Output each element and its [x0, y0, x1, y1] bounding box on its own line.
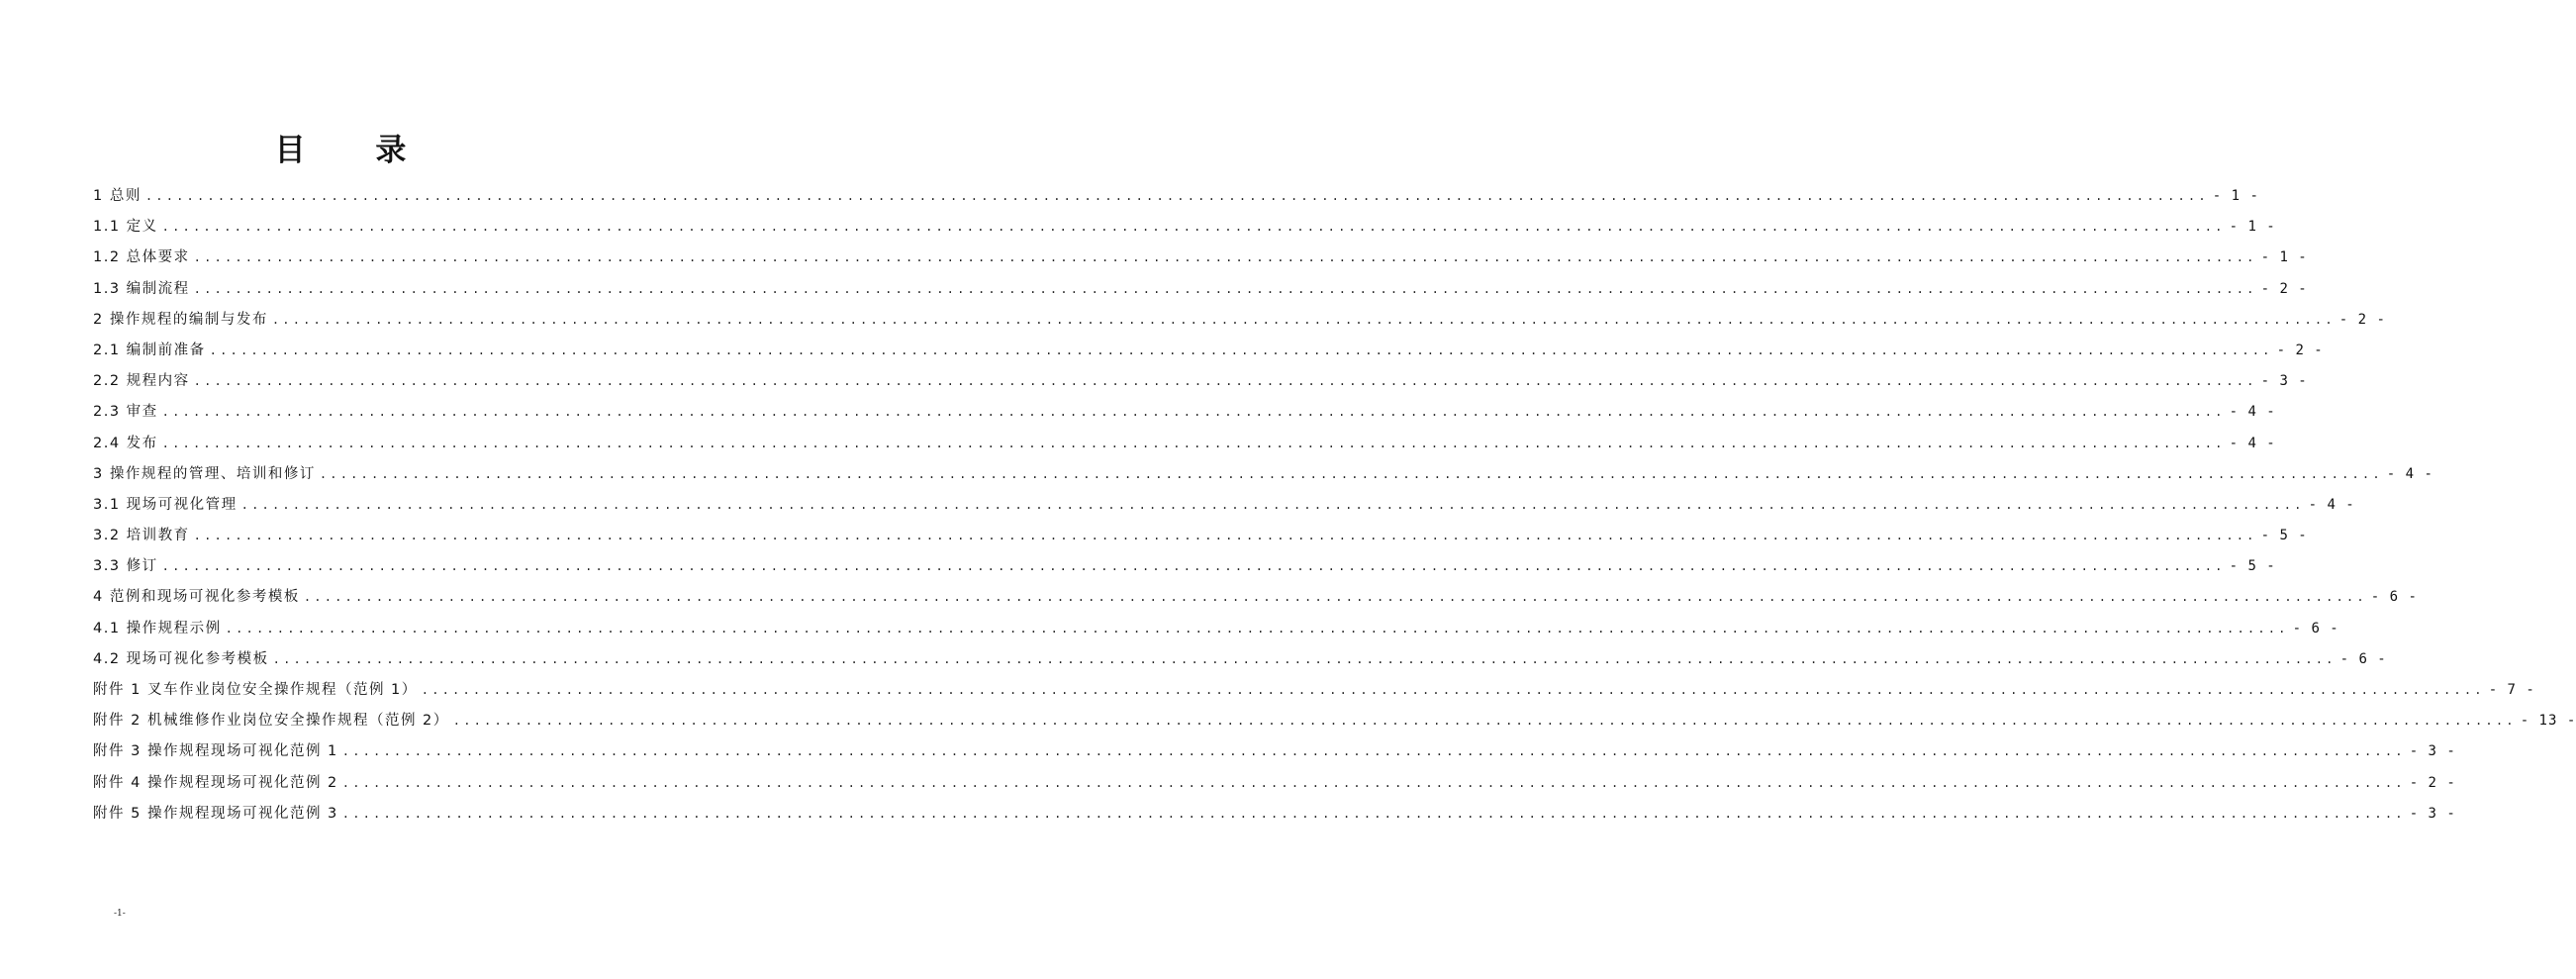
toc-entry[interactable]	[93, 459, 2433, 490]
toc-entry-page-number: - 4 -	[2386, 465, 2433, 482]
toc-entry-page-number: - 5 -	[2260, 528, 2308, 544]
toc-entry[interactable]	[93, 490, 2355, 521]
toc-entry-page-number: - 2 -	[2276, 342, 2324, 358]
toc-entry[interactable]	[93, 336, 2324, 366]
toc-entry-label: 3.1 现场可视化管理	[93, 496, 238, 513]
toc-entry-label: 2 操作规程的编制与发布	[93, 311, 268, 328]
toc-entry-label: 附件 3 操作规程现场可视化范例 1	[93, 743, 338, 760]
toc-entry-page-number: - 6 -	[2292, 620, 2339, 636]
toc-entry[interactable]	[93, 521, 2308, 551]
toc-entry-page-number: - 13 -	[2520, 713, 2576, 730]
toc-entry-label: 3 操作规程的管理、培训和修订	[93, 465, 316, 482]
toc-entry[interactable]	[93, 243, 2308, 273]
toc-entry-page-number: - 6 -	[2339, 650, 2387, 667]
toc-entry-page-number: - 1 -	[2229, 219, 2276, 236]
toc-entry-page-number: - 4 -	[2229, 435, 2276, 451]
toc-entry-label: 4.1 操作规程示例	[93, 620, 222, 636]
toc-entry-page-number: - 3 -	[2409, 805, 2456, 822]
toc-entry-label: 4.2 现场可视化参考模板	[93, 650, 269, 667]
toc-entry-page-number: - 4 -	[2308, 496, 2355, 513]
toc-entry-label: 附件 2 机械维修作业岗位安全操作规程（范例 2）	[93, 713, 449, 730]
toc-entry-page-number: - 5 -	[2229, 558, 2276, 575]
toc-dot-leader: ........................................................................................................................................................................................................	[193, 250, 2257, 265]
toc-list	[93, 181, 2576, 830]
toc-entry[interactable]	[93, 799, 2456, 830]
toc-dot-leader: ........................................................................................................................................................................................................	[193, 529, 2257, 543]
toc-entry[interactable]	[93, 212, 2276, 243]
toc-entry[interactable]	[93, 274, 2308, 305]
toc-entry[interactable]	[93, 429, 2276, 459]
toc-entry[interactable]	[93, 551, 2276, 582]
toc-entry-page-number: - 2 -	[2260, 280, 2308, 297]
toc-dot-leader: ........................................................................................................................................................................................................	[161, 559, 2226, 574]
toc-dot-leader: ........................................................................................................................................................................................................	[240, 497, 2305, 512]
toc-title: 目 录	[274, 133, 436, 168]
toc-dot-leader: ........................................................................................................................................................................................................	[319, 466, 2383, 481]
toc-dot-leader: ........................................................................................................................................................................................................	[341, 744, 2406, 759]
toc-dot-leader: ........................................................................................................................................................................................................	[193, 374, 2257, 389]
toc-dot-leader: ........................................................................................................................................................................................................	[272, 651, 2337, 666]
toc-entry[interactable]	[93, 768, 2456, 799]
toc-entry-label: 附件 5 操作规程现场可视化范例 3	[93, 805, 338, 822]
toc-dot-leader: ........................................................................................................................................................................................................	[271, 312, 2336, 327]
toc-dot-leader: ........................................................................................................................................................................................................	[209, 343, 2273, 357]
toc-entry-page-number: - 7 -	[2488, 682, 2535, 698]
toc-entry-label: 附件 1 叉车作业岗位安全操作规程（范例 1）	[93, 682, 418, 698]
toc-entry-label: 1.1 定义	[93, 219, 158, 236]
toc-entry-page-number: - 1 -	[2212, 188, 2259, 204]
toc-entry-page-number: - 3 -	[2260, 373, 2308, 390]
toc-entry-label: 附件 4 操作规程现场可视化范例 2	[93, 774, 338, 791]
toc-dot-leader: ........................................................................................................................................................................................................	[303, 590, 2367, 605]
toc-entry[interactable]	[93, 397, 2276, 428]
toc-dot-leader: ........................................................................................................................................................................................................	[161, 436, 2226, 450]
toc-dot-leader: ........................................................................................................................................................................................................	[452, 714, 2517, 729]
toc-entry-label: 4 范例和现场可视化参考模板	[93, 589, 300, 606]
toc-entry[interactable]	[93, 305, 2386, 336]
toc-entry[interactable]	[93, 675, 2535, 706]
toc-entry-page-number: - 3 -	[2409, 743, 2456, 760]
toc-entry-label: 1.3 编制流程	[93, 280, 190, 297]
toc-dot-leader: ........................................................................................................................................................................................................	[341, 775, 2406, 790]
toc-entry[interactable]	[93, 582, 2418, 613]
toc-entry-page-number: - 6 -	[2370, 589, 2418, 606]
toc-dot-leader: ........................................................................................................................................................................................................	[144, 189, 2209, 203]
toc-dot-leader: ........................................................................................................................................................................................................	[225, 621, 2289, 636]
page-number-footer: -1-	[114, 909, 126, 919]
toc-entry-page-number: - 1 -	[2260, 249, 2308, 266]
toc-dot-leader: ........................................................................................................................................................................................................	[161, 405, 2226, 420]
toc-entry-label: 2.4 发布	[93, 435, 158, 451]
toc-entry-label: 3.2 培训教育	[93, 528, 190, 544]
toc-dot-leader: ........................................................................................................................................................................................................	[161, 220, 2226, 235]
toc-entry-page-number: - 2 -	[2409, 774, 2456, 791]
toc-entry-label: 1.2 总体要求	[93, 249, 190, 266]
toc-entry-label: 2.1 编制前准备	[93, 342, 206, 358]
toc-dot-leader: ........................................................................................................................................................................................................	[341, 806, 2406, 821]
toc-entry-label: 2.2 规程内容	[93, 373, 190, 390]
toc-dot-leader: ........................................................................................................................................................................................................	[193, 281, 2257, 296]
toc-entry[interactable]	[93, 736, 2456, 767]
toc-entry-page-number: - 4 -	[2229, 404, 2276, 421]
toc-entry-label: 3.3 修订	[93, 558, 158, 575]
toc-entry[interactable]	[93, 644, 2387, 675]
toc-entry[interactable]	[93, 614, 2339, 644]
toc-entry[interactable]	[93, 181, 2259, 212]
toc-entry-label: 2.3 审查	[93, 404, 158, 421]
toc-entry[interactable]	[93, 706, 2576, 736]
toc-entry-label: 1 总则	[93, 188, 142, 204]
toc-dot-leader: ........................................................................................................................................................................................................	[421, 683, 2485, 697]
toc-entry[interactable]	[93, 366, 2308, 397]
toc-entry-page-number: - 2 -	[2338, 311, 2386, 328]
